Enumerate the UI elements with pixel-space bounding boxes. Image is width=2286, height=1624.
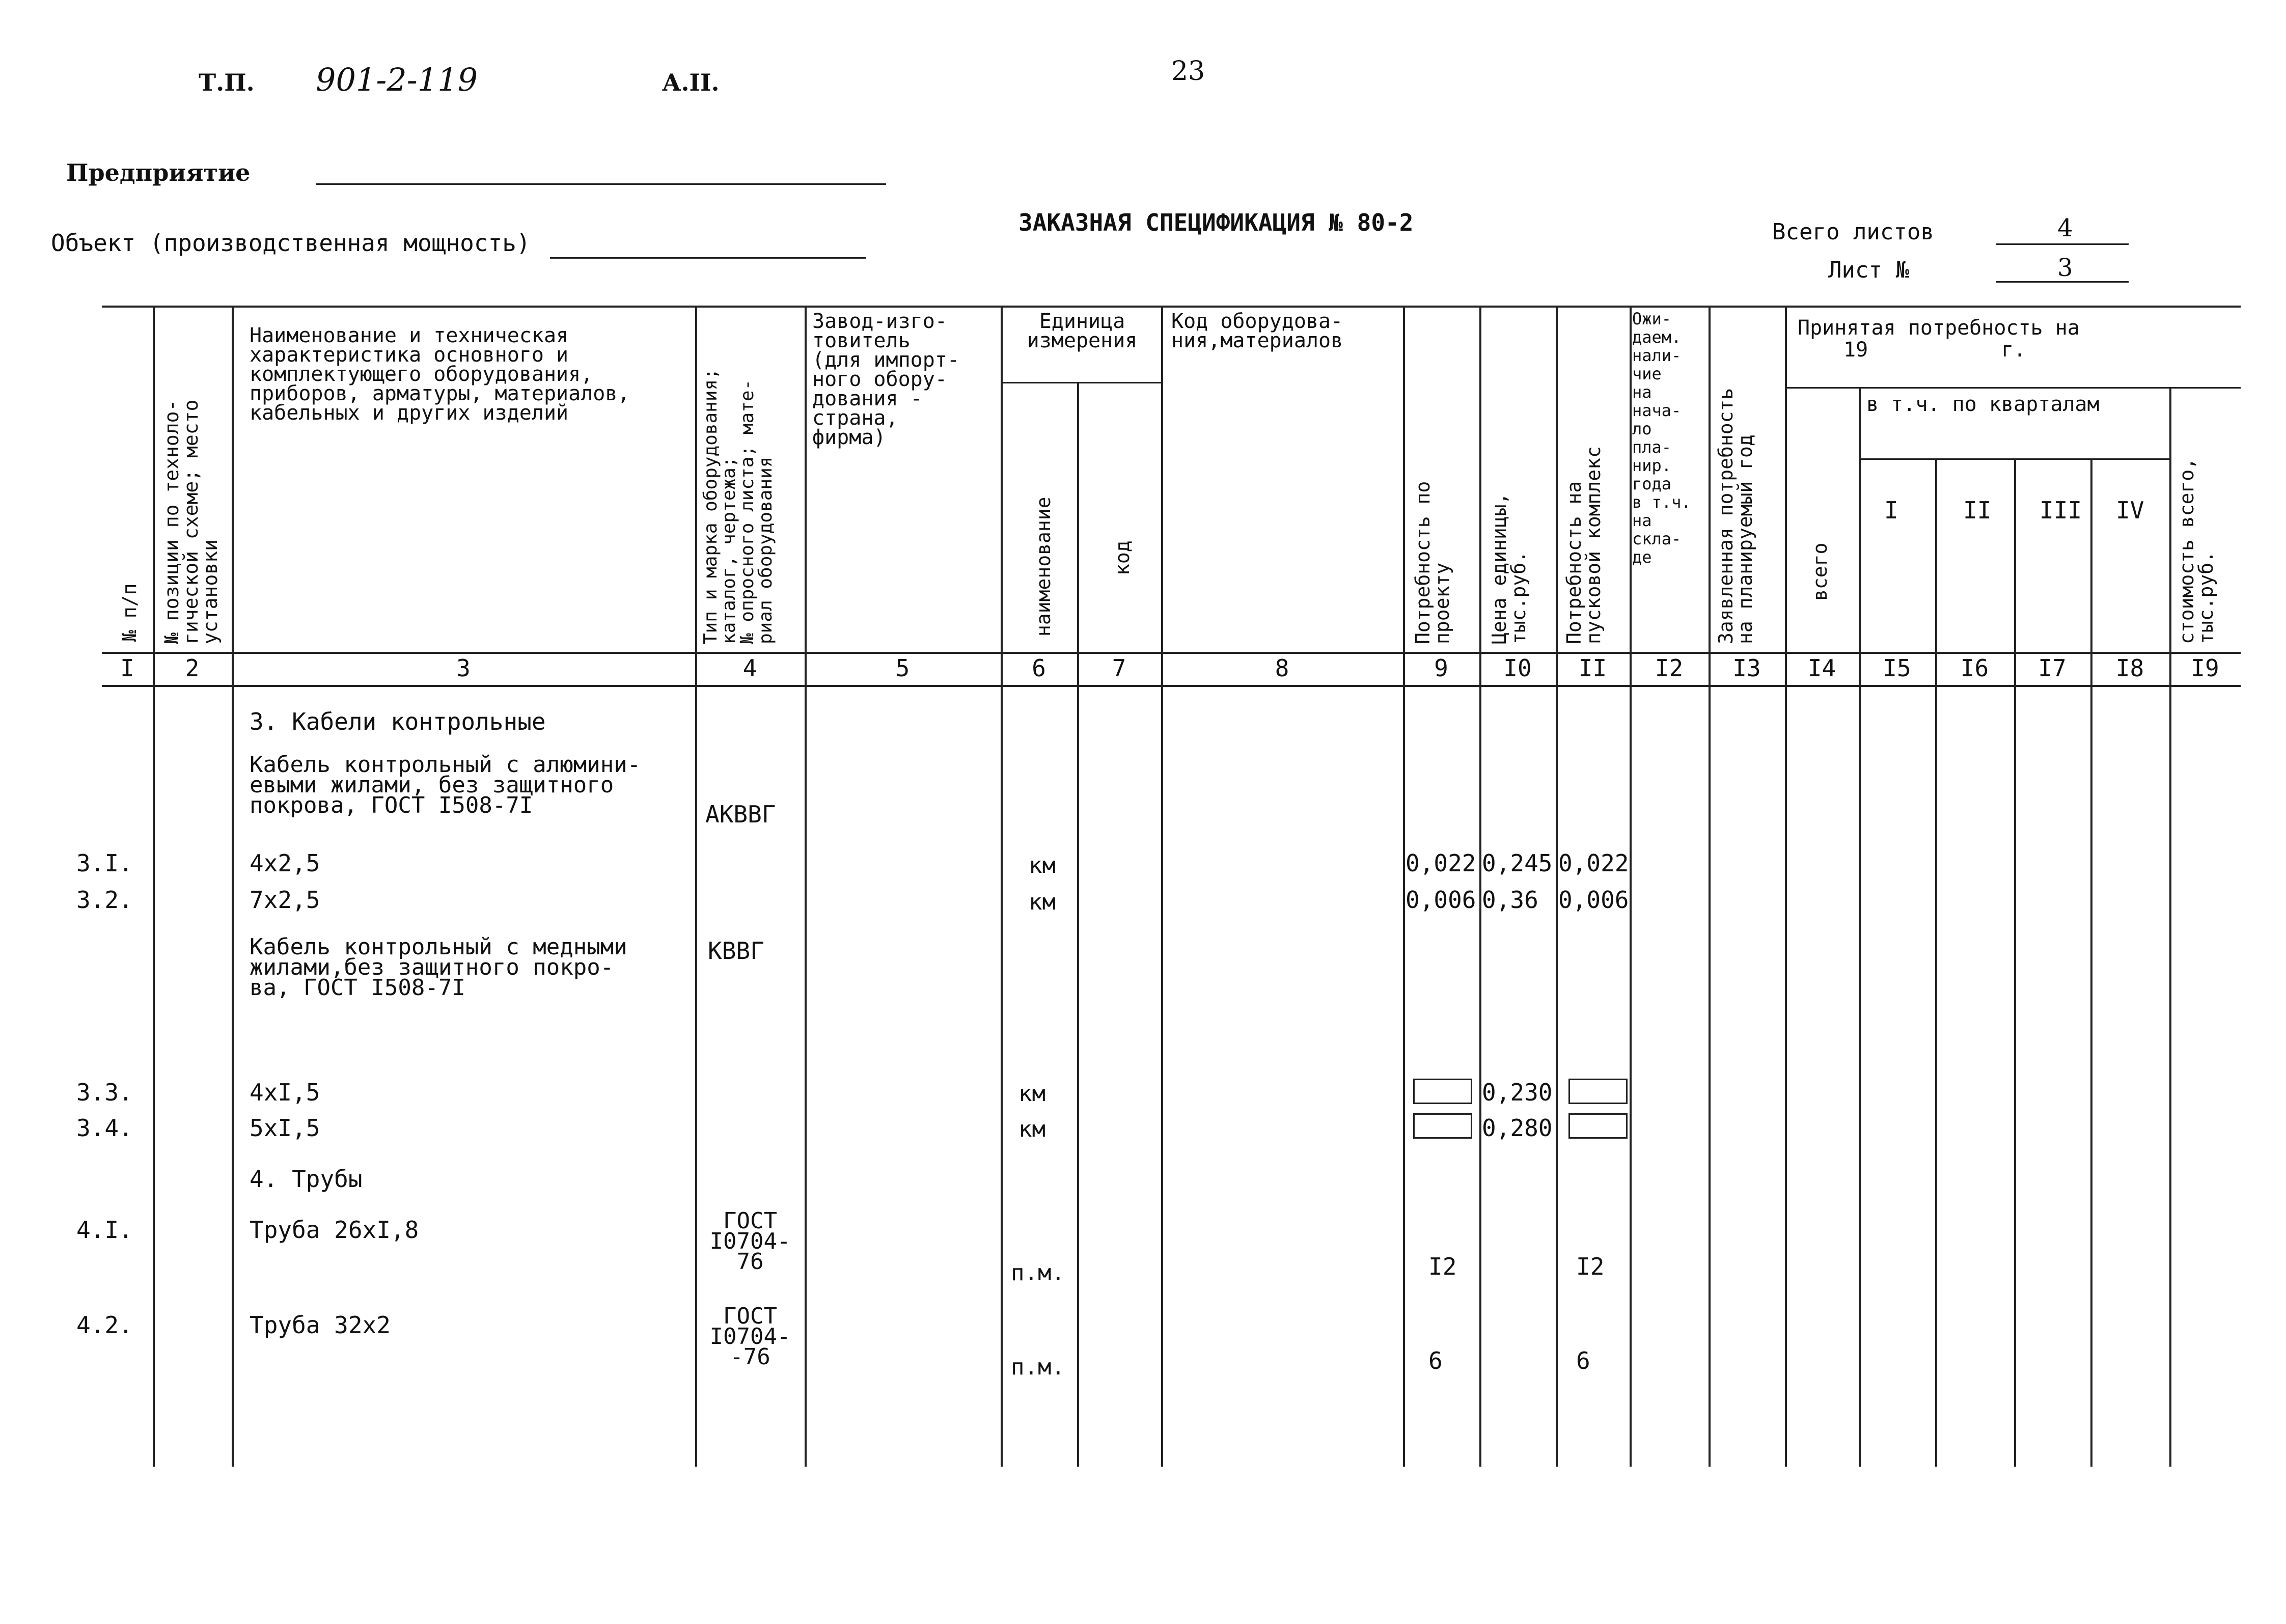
col-number: I0 xyxy=(1503,654,1532,682)
cable-cu-type: КВВГ xyxy=(708,937,764,965)
row-number: 4.I. xyxy=(76,1216,133,1244)
object-field-line xyxy=(550,257,866,259)
col-number: 3 xyxy=(456,654,471,682)
page-number: 23 xyxy=(1171,56,1205,87)
spec-title: ЗАКАЗНАЯ СПЕЦИФИКАЦИЯ № 80-2 xyxy=(1018,209,1414,236)
sheet-no: 3 xyxy=(2057,254,2073,282)
col7-header: код xyxy=(1111,540,1134,575)
blank-box xyxy=(1413,1079,1472,1104)
col-number: I8 xyxy=(2115,654,2144,682)
col-divider xyxy=(232,306,234,1467)
unit-group-divider xyxy=(1001,382,1161,383)
col12-header: Ожи- даем. нали- чие на нача- ло пла- ниp. года в т.ч. на скла- де xyxy=(1632,309,1691,567)
row-number: 3.I. xyxy=(76,849,133,877)
sheet-no-label: Лист № xyxy=(1828,257,1909,283)
row-design-need: 0,022 xyxy=(1406,849,1476,877)
row-unit: п.м. xyxy=(1011,1354,1065,1380)
row-unit: км xyxy=(1018,1081,1045,1107)
col-number: 6 xyxy=(1032,654,1046,682)
sheets-total-line xyxy=(1996,243,2129,245)
col-number: 4 xyxy=(742,654,757,682)
row-name: 4xI,5 xyxy=(250,1079,320,1106)
project-number: 901-2-119 xyxy=(316,61,478,98)
cable-al-type: АКВВГ xyxy=(705,801,776,828)
col-number: I2 xyxy=(1655,654,1684,682)
sheets-total-label: Всего листов xyxy=(1772,219,1934,245)
row-number: 3.2. xyxy=(76,886,133,914)
col-divider xyxy=(1630,306,1632,1467)
col-number: I9 xyxy=(2191,654,2219,682)
row-name: 7x2,5 xyxy=(250,886,320,914)
enterprise-label: Предприятие xyxy=(66,159,251,186)
col1-header: № п/п xyxy=(118,583,141,642)
col-number: 2 xyxy=(185,654,200,682)
col-divider xyxy=(1161,306,1163,1467)
row-unit-price: 0,36 xyxy=(1482,886,1538,914)
col19-header: стоимость всего, тыс.руб. xyxy=(2175,457,2217,644)
col-divider xyxy=(2090,458,2092,1467)
row-unit: км xyxy=(1029,852,1056,878)
column-numbers-bottom-border xyxy=(102,685,2241,687)
col-divider xyxy=(1709,306,1711,1467)
enterprise-field-line xyxy=(316,183,886,185)
row-unit: п.м. xyxy=(1011,1260,1065,1286)
row-startup-need: 0,022 xyxy=(1558,849,1629,877)
row-unit-price: 0,245 xyxy=(1482,849,1553,877)
blank-box xyxy=(1413,1113,1472,1139)
col-number: I3 xyxy=(1732,654,1761,682)
row-name: Труба 32x2 xyxy=(250,1311,391,1339)
col-divider xyxy=(1935,458,1937,1467)
col11-header: Потребность на пусковой комплекс xyxy=(1563,446,1605,644)
col-divider xyxy=(1556,306,1558,1467)
col-number: I xyxy=(120,654,134,682)
col-divider xyxy=(805,306,807,1467)
col-divider xyxy=(1859,387,1861,1467)
col2-header: № позиции по техноло- гической схеме; место установки xyxy=(160,399,222,644)
section-title-pipes: 4. Трубы xyxy=(250,1165,363,1193)
row-name: 4x2,5 xyxy=(250,849,320,877)
col-number: 9 xyxy=(1434,654,1448,682)
col-number: 7 xyxy=(1112,654,1126,682)
blank-box xyxy=(1568,1079,1628,1104)
col17-header: III xyxy=(2040,497,2082,524)
row-unit: км xyxy=(1029,889,1056,915)
table-top-border xyxy=(102,306,2241,308)
accepted-group-divider xyxy=(1785,387,2241,389)
col-divider xyxy=(1077,382,1079,1467)
col6-header: наименование xyxy=(1032,497,1055,637)
row-type: ГОСТ I0704- 76 xyxy=(709,1208,791,1275)
row-unit-price: 0,230 xyxy=(1482,1079,1553,1106)
col-divider xyxy=(1001,306,1003,1467)
row-number: 3.3. xyxy=(76,1079,133,1106)
row-startup-need: 6 xyxy=(1576,1347,1590,1374)
col-divider xyxy=(2169,387,2171,1467)
accepted-year-suffix: г. xyxy=(2001,338,2026,362)
row-type: ГОСТ I0704- -76 xyxy=(709,1303,791,1370)
col-number: I4 xyxy=(1807,654,1836,682)
row-name: 5xI,5 xyxy=(250,1114,320,1142)
object-label: Объект (производственная мощность) xyxy=(51,229,531,257)
cable-al-description: Кабель контрольный с алюмини- евыми жилами, без защитного покрова, ГОСТ I508-7I xyxy=(250,752,641,818)
row-design-need: 0,006 xyxy=(1406,886,1476,914)
row-startup-need: 0,006 xyxy=(1558,886,1629,914)
col18-header: IV xyxy=(2116,497,2144,524)
accepted-year: 19 xyxy=(1843,338,1868,362)
col5-header: Завод-изго- товитель (для импорт- ного обору- дования - страна, фирма) xyxy=(812,310,959,449)
accepted-group-header: Принятая потребность на xyxy=(1798,316,2080,340)
col16-header: II xyxy=(1963,497,1992,524)
col-divider xyxy=(695,306,697,1467)
row-design-need: I2 xyxy=(1428,1253,1457,1280)
row-design-need: 6 xyxy=(1428,1347,1443,1374)
col13-header: Заявленная потребность на планируемый год xyxy=(1715,388,1756,644)
col9-header: Потребность по проекту xyxy=(1412,481,1453,644)
row-name: Труба 26xI,8 xyxy=(250,1216,419,1244)
col-number: II xyxy=(1578,654,1607,682)
section-title-cables: 3. Кабели контрольные xyxy=(250,708,546,735)
col-divider xyxy=(1479,306,1481,1467)
col-divider xyxy=(1403,306,1405,1467)
col15-header: I xyxy=(1884,497,1898,524)
row-unit-price: 0,280 xyxy=(1482,1114,1553,1142)
row-startup-need: I2 xyxy=(1576,1253,1605,1280)
album-label: А.II. xyxy=(662,69,720,96)
row-unit: км xyxy=(1018,1116,1045,1142)
col-number: I7 xyxy=(2038,654,2067,682)
unit-group-header: Единица измерения xyxy=(1027,310,1138,352)
row-number: 4.2. xyxy=(76,1311,133,1339)
tp-label: Т.П. xyxy=(199,69,255,96)
col-divider xyxy=(1785,306,1787,1467)
col-number: 5 xyxy=(895,654,910,682)
col-divider xyxy=(2014,458,2016,1467)
col8-header: Код оборудова- ния,материалов xyxy=(1171,310,1343,352)
row-number: 3.4. xyxy=(76,1114,133,1142)
col3-header: Наименование и техническая характеристика основного и комплектующего оборудования, приборов, арматуры, материалов, кабельных и других изделий xyxy=(250,324,630,425)
header-bottom-border xyxy=(102,652,2241,654)
blank-box xyxy=(1568,1113,1628,1139)
col4-header: Тип и марка оборудования; каталог, чертежа; № опросного листа; мате- риал оборудования xyxy=(700,368,776,644)
col-divider xyxy=(153,306,155,1467)
cable-cu-description: Кабель контрольный с медными жилами,без защитного покро- ва, ГОСТ I508-7I xyxy=(250,934,627,1001)
col-number: I5 xyxy=(1883,654,1911,682)
quarters-group-header: в т.ч. по кварталам xyxy=(1866,393,2100,416)
sheet-no-line xyxy=(1996,281,2129,283)
col10-header: Цена единицы, тыс.руб. xyxy=(1488,492,1530,644)
col-number: I6 xyxy=(1960,654,1989,682)
col14-header: всего xyxy=(1809,542,1831,601)
sheets-total: 4 xyxy=(2057,214,2073,242)
col-number: 8 xyxy=(1275,654,1289,682)
